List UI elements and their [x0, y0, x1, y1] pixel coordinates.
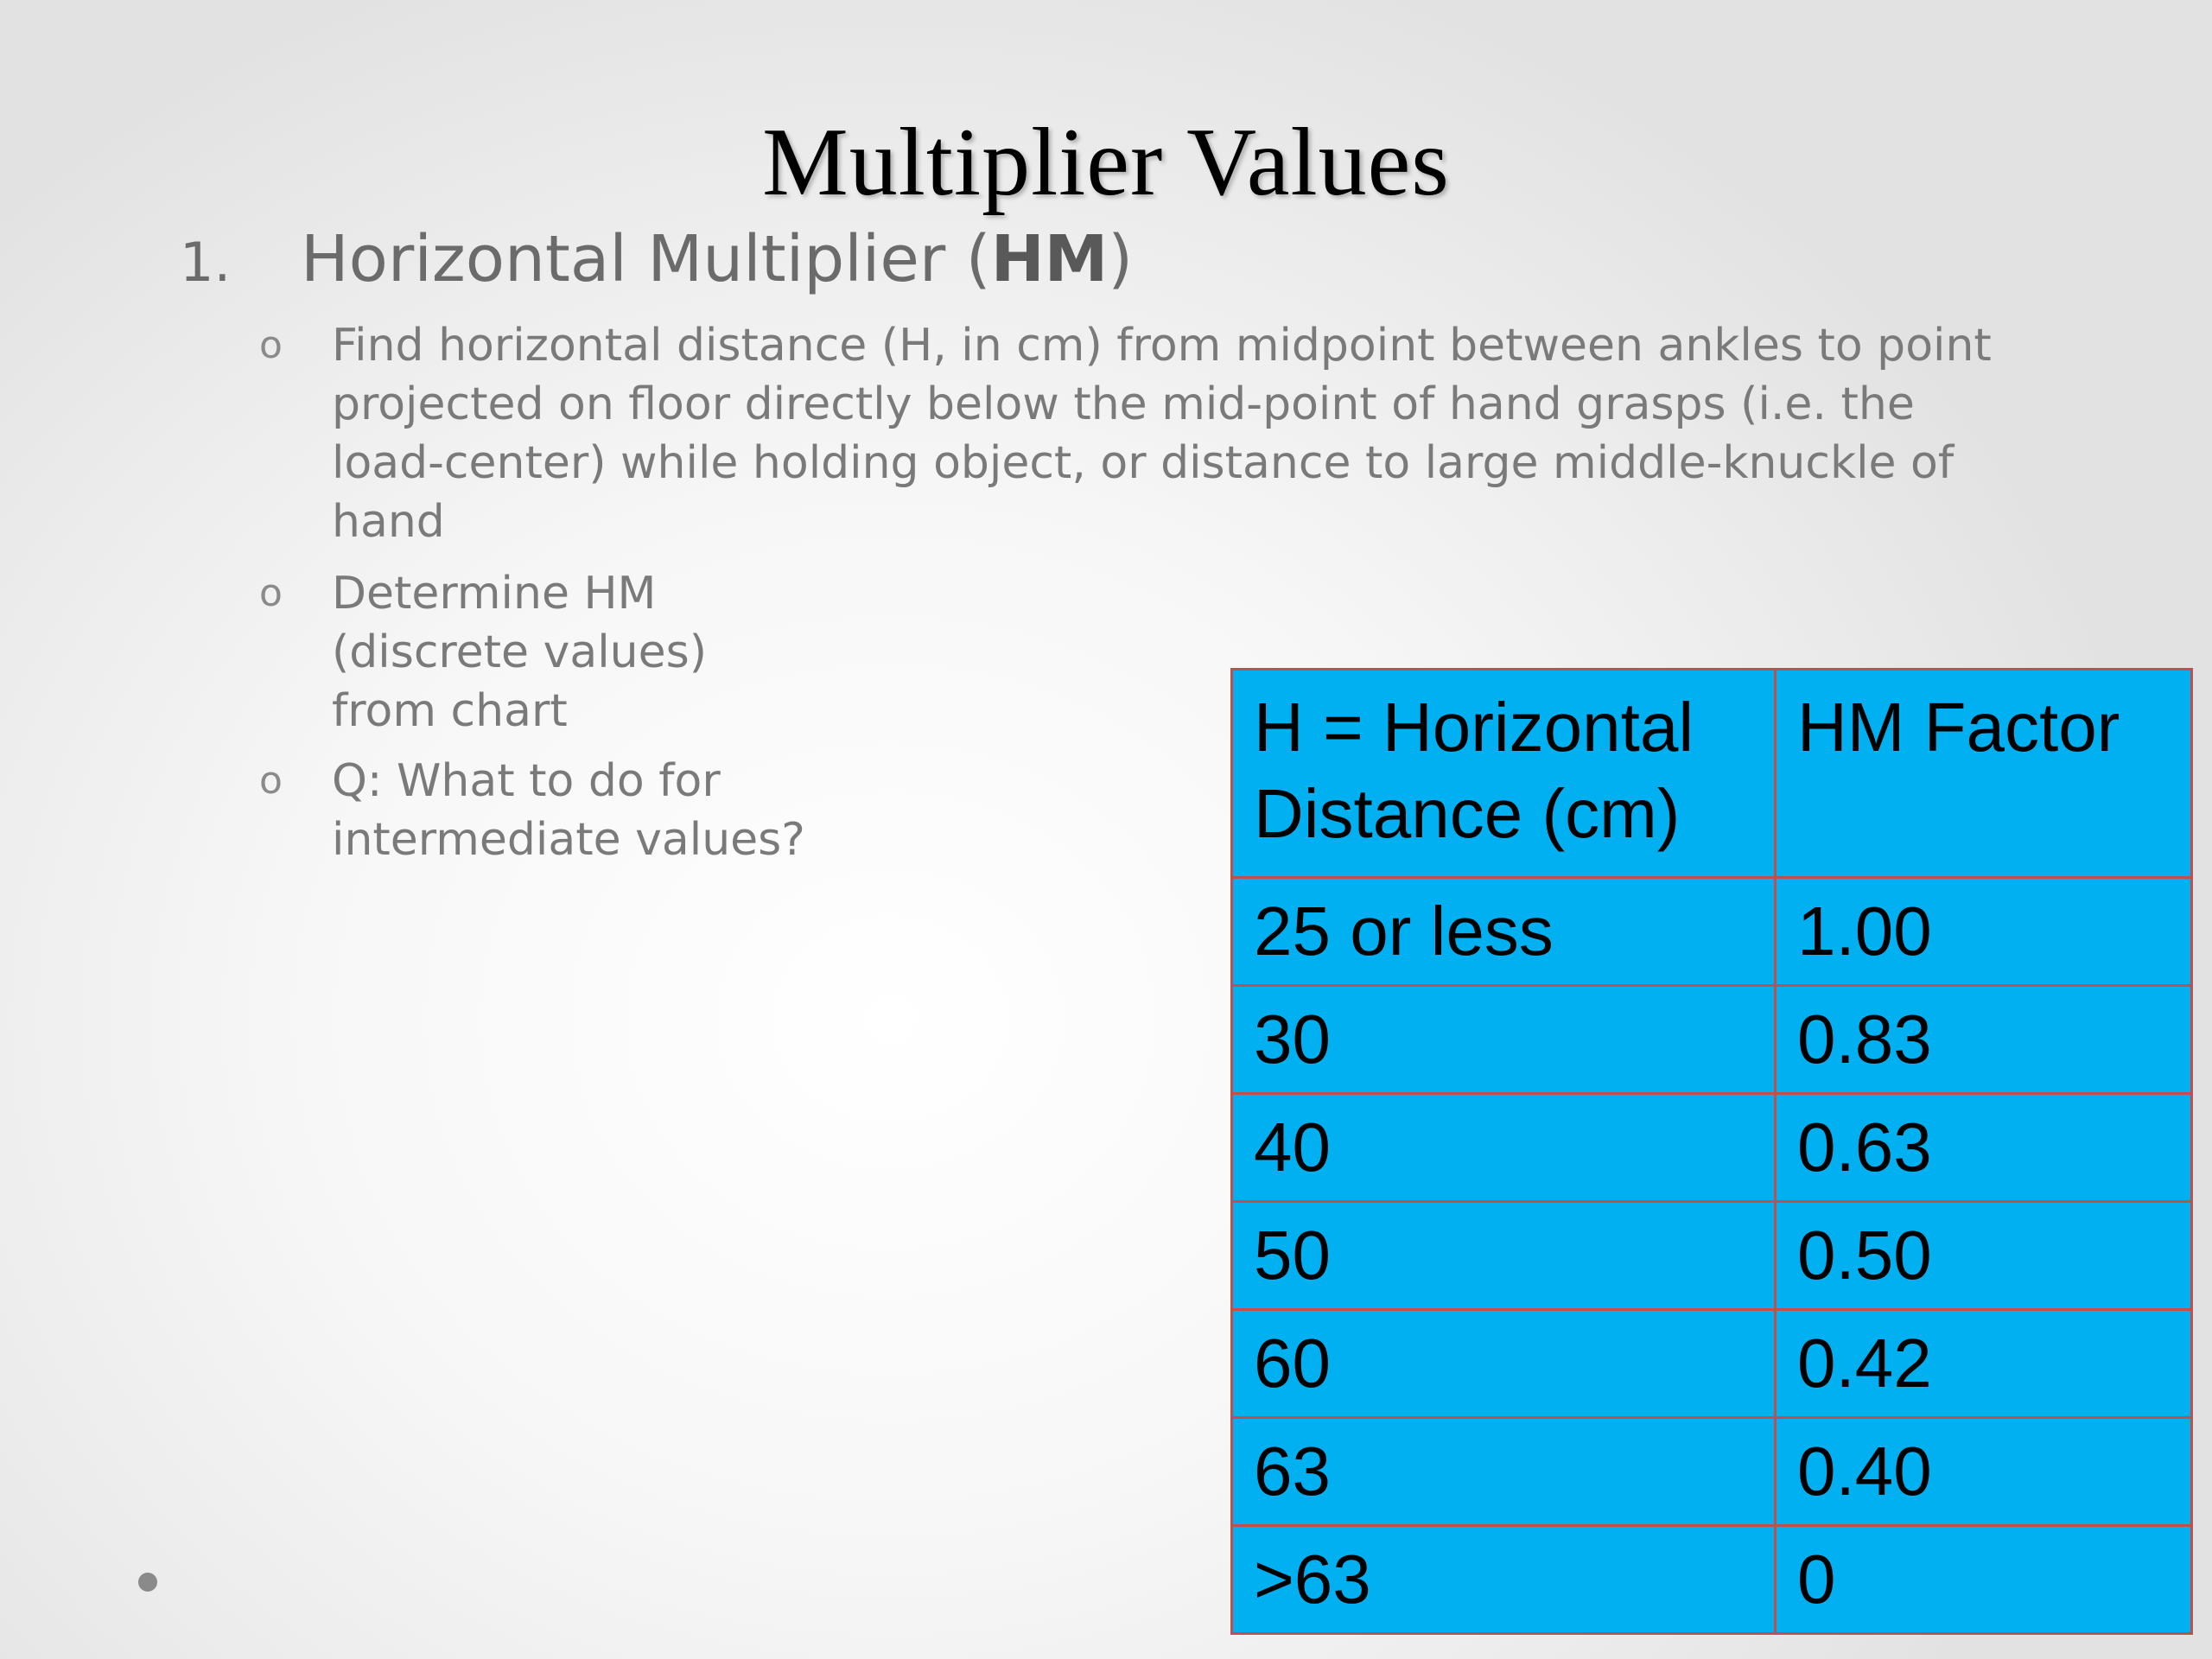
section-heading-text: Horizontal Multiplier ( — [301, 222, 991, 296]
bullet-line: load-center) while holding object, or distance to large middle-knuckle of — [332, 437, 1955, 489]
distance-cell: >63 — [1232, 1526, 1776, 1634]
table-row — [1232, 986, 2192, 1094]
distance-cell: 60 — [1232, 1310, 1776, 1418]
factor-cell: 0.83 — [1776, 986, 2192, 1094]
bullet-marker: o — [259, 323, 283, 367]
distance-cell: 30 — [1232, 986, 1776, 1094]
factor-cell: 0.42 — [1776, 1310, 2192, 1418]
distance-cell: 25 or less — [1232, 878, 1776, 986]
slide-title: Multiplier Values — [762, 109, 1450, 216]
bullet-marker: o — [259, 571, 283, 615]
table-row — [1232, 1202, 2192, 1310]
factor-cell: 0.63 — [1776, 1094, 2192, 1202]
distance-cell: 63 — [1232, 1418, 1776, 1526]
bullet-line: intermediate values? — [332, 814, 805, 866]
section-heading — [180, 216, 1133, 302]
bullet-line: hand — [332, 496, 445, 548]
bullet-line: (discrete values) — [332, 626, 707, 678]
table-row — [1232, 1418, 2192, 1526]
bullet-line: Determine HM — [332, 568, 657, 620]
bullet-line: Q: What to do for — [332, 755, 721, 807]
table-header-row — [1232, 670, 2192, 878]
bullet-line: projected on floor directly below the mid-point of hand grasps (i.e. the — [332, 378, 1915, 430]
table-row — [1232, 1526, 2192, 1634]
bullet-line: Find horizontal distance (H, in cm) from midpoint between ankles to point — [332, 320, 1992, 372]
distance-cell: 50 — [1232, 1202, 1776, 1310]
factor-cell: 1.00 — [1776, 878, 2192, 986]
bullet-line: from chart — [332, 685, 568, 737]
section-heading-bold: HM — [990, 222, 1109, 296]
hm-factor-table — [1230, 668, 2193, 1635]
header-horizontal-distance: H = Horizontal Distance (cm) — [1232, 670, 1776, 878]
factor-cell: 0 — [1776, 1526, 2192, 1634]
slide-bullet-dot — [138, 1573, 157, 1592]
section-heading-close: ) — [1108, 222, 1134, 296]
factor-cell: 0.50 — [1776, 1202, 2192, 1310]
header-hm-factor: HM Factor — [1776, 670, 2192, 878]
section-number: 1. — [180, 231, 232, 294]
bullet-marker: o — [259, 759, 283, 803]
factor-cell: 0.40 — [1776, 1418, 2192, 1526]
table-row — [1232, 1094, 2192, 1202]
table-row — [1232, 1310, 2192, 1418]
distance-cell: 40 — [1232, 1094, 1776, 1202]
table-row — [1232, 878, 2192, 986]
